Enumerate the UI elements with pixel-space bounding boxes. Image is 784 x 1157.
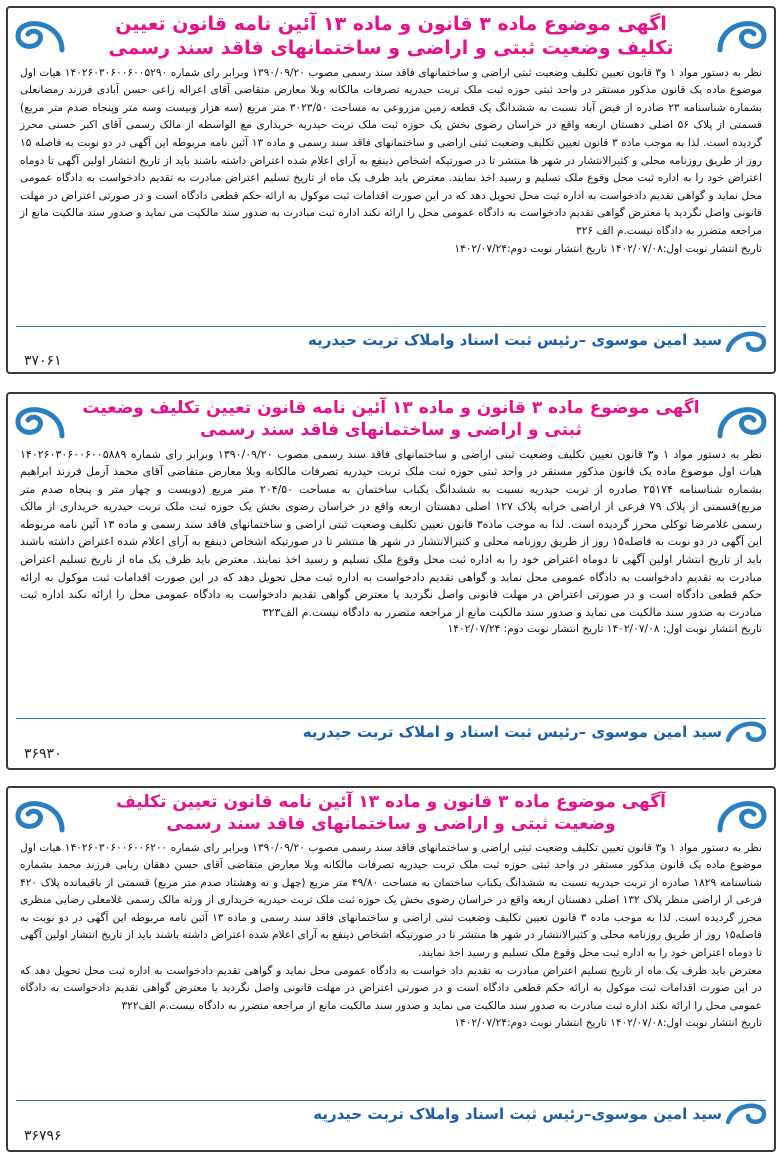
swirl-ornament-icon	[724, 716, 770, 746]
publication-dates: تاریخ انتشار نوبت اول:۱۴۰۲/۰۷/۰۸ تاریخ انتشار نوبت دوم:۱۴۰۲/۰۷/۲۴	[454, 1017, 762, 1030]
publication-dates: تاریخ انتشار نوبت اول: ۱۴۰۲/۰۷/۰۸ تاریخ انتشار نوبت دوم: ۱۴۰۲/۰۷/۲۴	[447, 623, 762, 636]
notice-body: نظر به دستور مواد ۱ و۳ قانون تعیین تکلیف وضعیت ثبتی اراضی و ساختمانهای فاقد سند رسمی مصوب ۱۳۹۰/۰۹/۲۰ وبرابر رای شماره ۱۴۰۲۶۰۳۰۶۰۰۶۰۰۵۲۹۰ هیات اول موضوع ماده یک قانون مذکور مستقر در واحد ثبتی حوزه ثبت ملک تربت حیدریه تصرفات مالکانه وبلا معارض متقاضی آقای اعراله راعی حسن آبادی فرزند رمضانعلی بشماره شناسنامه ۲۳ صادره از فیض آباد نسبت به ششدانگ یک قطعه زمین مزروعی به مساحت ۳۰۲۳/۵۰ متر مربع (سه هزار وبیست وسه متر وپنجاه صدم متر مربع) قسمتی از پلاک ۵۶ اصلی دهستان اربعه واقع در خراسان رضوی بخش یک حوزه ثبت ملک تربت حیدریه خریداری مع الواسطه از مالک رسمی آقای اکبر حسنی محرز گردیده است. لذا به موجب ماده ۳ قانون تعیین تکلیف وضعیت ثبتی اراضی و ساختمانهای فاقد سند رسمی و ماده ۱۳ آئین نامه مربوطه این آگهی در دو نوبت به فاصله ۱۵ روز از طریق روزنامه محلی و کثیرالانتشار در شهر ها منتشر تا در صورتیکه اشخاص ذینفع به آرای اعلام شده اعتراض داشته باشند باید از تاریخ انتشار اولین آگهی تا دوماه اعتراض خود را به اداره ثبت محل وقوع ملک تسلیم و رسید اخذ نمایند. معترض باید ظرف یک ماه از تاریخ تسلیم اعتراض مبادرت به تقدیم دادخواست به دادگاه عمومی محل نماید و گواهی تقدیم دادخواست به اداره ثبت محل تحویل دهد که در این صورت اقدامات ثبت موکول به ارائه حکم قطعی دادگاه است و در صورتی اعتراض در مهلت قانونی واصل نگردید یا معترض گواهی تقدیم دادخواست به دادگاه عمومی محل را ارائه نکند اداره ثبت مبادرت به صدور سند مالکیت می نماید و صدور سند مالکیت مانع از مراجعه متضرر به دادگاه نیست.م الف ۳۲۶	[20, 66, 762, 237]
notice-body: نظر به دستور مواد ۱ و۳ قانون تعیین تکلیف وضعیت ثبتی اراضی و ساختمانهای فاقد سند رسمی مصوب ۱۳۹۰/۰۹/۲۰ وبرابر رای شماره ۱۴۰۲۶۰۳۰۶۰۰۶۰۰۵۸۸۹ هیات اول موضوع ماده یک قانون مذکور مستقر در واحد ثبتی حوزه ثبت ملک تربت حیدریه تصرفات مالکانه وبلا معارض متقاضی آقای محمد آزمل فرزند ابراهیم بشماره شناسنامه ۲۵۱۷۴ صادره از تربت حیدریه نسبت به ششدانگ یکباب ساختمان به مساحت ۲۰۴/۵۰ متر مربع (دویست و چهار متر و پنجاه صدم متر مربع)قسمتی از پلاک ۷۹ فرعی از اراضی خرابه پلاک ۱۲۷ اصلی دهستان اربعه واقع در خراسان رضوی بخش یک حوزه ثبت ملک تربت حیدریه خریداری از مالک رسمی غلامرضا توکلی محرز گردیده است. لذا به موجب ماده۳ قانون تعیین تکلیف وضعیت ثبتی اراضی و ساختمانهای فاقد سند رسمی و ماده ۱۳ آئین نامه مربوطه این آگهی در دو نوبت به فاصله۱۵ روز از طریق روزنامه محلی و کثیرالانتشار در شهر ها منتشر تا در صورتیکه اشخاص ذینفع به آرای اعلام شده اعتراض داشته باشند باید از تاریخ انتشار اولین آگهی تا دوماه اعتراض خود را به اداره ثبت محل وقوع ملک تسلیم و رسید اخذ نمایند. معترض باید ظرف یک ماه از تاریخ تسلیم اعتراض مبادرت به تقدیم دادخواست به دادگاه عمومی محل نماید و گواهی تقدیم دادخواست به اداره ثبت محل تحویل دهد که در این صورت اقدامات ثبت موکول به ارائه حکم قطعی دادگاه است و در صورتی اعتراض در مهلت قانونی واصل نگردید یا معترض گواهی تقدیم دادخواست به دادگاه عمومی محل را ارائه نکند اداره ثبت مبادرت به صدور سند مالکیت می نماید و صدور سند مالکیت مانع از مراجعه متضرر به دادگاه نیست.م الف۳۲۳	[20, 447, 762, 619]
notice-title: آگهی موضوع ماده ۳ قانون و ماده ۱۳ آئین نامه قانون تعیین تکلیف وضعیت ثبتی و اراضی و ساختمانهای فاقد سند رسمی	[116, 792, 666, 834]
swirl-ornament-icon	[712, 790, 772, 836]
notice-3	[6, 786, 776, 1152]
notice-title: اگهی موضوع ماده ۳ قانون و ماده ۱۳ آئین نامه قانون تعیین تکلیف وضعیت ثبتی و اراضی و ساختمانهای فاقد سند رسمی	[82, 398, 700, 440]
notice-code: ۳۶۷۹۶	[24, 1128, 62, 1144]
signature-bar	[16, 1100, 766, 1127]
notice-code: ۳۷۰۶۱	[24, 353, 62, 369]
signature-bar	[16, 326, 766, 353]
swirl-ornament-icon	[712, 10, 772, 56]
signer-name: سید امین موسوی –رئیس ثبت اسناد واملاک تربت حیدریه	[308, 331, 722, 349]
publication-dates: تاریخ انتشار نوبت اول:۱۴۰۲/۰۷/۰۸ تاریخ انتشار نوبت دوم:۱۴۰۲/۰۷/۲۴	[454, 242, 762, 255]
notice-1	[6, 6, 776, 374]
signature-bar	[16, 718, 766, 745]
signer-name: سید امین موسوی –رئیس ثبت اسناد و املاک تربت حیدریه	[302, 723, 722, 741]
swirl-ornament-icon	[10, 790, 70, 836]
notice-body-continued: معترض باید ظرف یک ماه از تاریخ تسلیم اعتراض مبادرت به تقدیم داد خواست به دادگاه عمومی محل نماید و گواهی تقدیم دادخواست به اداره ثبت محل تحویل دهد که در این صورت اقدامات ثبت موکول به ارائه حکم قطعی دادگاه است و در صورتی اعتراض در مهلت قانونی واصل نگردید یا معترض گواهی تقدیم دادخواست به دادگاه عمومی محل را ارائه نکند اداره ثبت مبادرت به صدور سند مالکیت می نماید و صدور سند مالکیت مانع از مراجعه متضرر به دادگاه نیست.م الف۳۲۲	[20, 964, 762, 1012]
swirl-ornament-icon	[10, 10, 70, 56]
signer-name: سید امین موسوی–رئیس ثبت اسناد واملاک تربت حیدریه	[313, 1105, 722, 1123]
notice-title: اگهی موضوع ماده ۳ قانون و ماده ۱۳ آئین نامه قانون تعیین تکلیف وضعیت ثبتی و اراضی و ساختمانهای فاقد سند رسمی	[108, 13, 674, 60]
notice-code: ۳۶۹۳۰	[24, 746, 62, 762]
notice-2	[6, 392, 776, 770]
swirl-ornament-icon	[712, 396, 772, 442]
swirl-ornament-icon	[10, 396, 70, 442]
swirl-ornament-icon	[724, 326, 770, 356]
swirl-ornament-icon	[724, 1098, 770, 1128]
notice-body: نظر به دستور مواد ۱ و۳ قانون تعیین تکلیف وضعیت ثبتی اراضی و ساختمانهای فاقد سند رسمی مصوب ۱۳۹۰/۰۹/۲۰ وبرابر رای شماره ۱۴۰۲۶۰۳۰۶۰۰۶۰۰۶۲۰۰ هیات اول موضوع ماده یک قانون مذکور مستقر در واحد ثبتی حوزه ثبت ملک تربت حیدریه تصرفات مالکانه وبلا معارض متقاضی آقای حسن دهقان ربابی فرزند محمد بشماره شناسنامه ۱۸۲۹ صادره از تربت حیدریه نسبت به ششدانگ یکباب ساختمان به مساحت ۴۹/۸۰ متر مربع (چهل و نه وهشتاد صدم متر مربع) قسمتی از باقیمانده پلاک ۴۲۰ فرعی از اراضی منظر پلاک ۱۳۲ اصلی دهستان اربعه واقع در خراسان رضوی بخش یک حوزه ثبت ملک تربت حیدریه خریداری از ورثه مالک رسمی غلامعلی رضایی منظری محرز گردیده است. لذا به موجب ماده ۳ قانون تعیین تکلیف وضعیت ثبتی اراضی و ساختمانهای فاقد سند رسمی و ماده ۱۳ آئین نامه مربوطه این آگهی در دو نوبت به فاصله۱۵ روز از طریق روزنامه محلی و کثیرالانتشار در شهر ها منتشر تا در صورتیکه اشخاص ذینفع به آرای اعلام شده اعتراض داشته باشند باید از تاریخ انتشار اولین آگهی تا دوماه اعتراض خود را به اداره ثبت محل وقوع ملک تسلیم و رسید اخذ نمایند.	[20, 841, 762, 960]
